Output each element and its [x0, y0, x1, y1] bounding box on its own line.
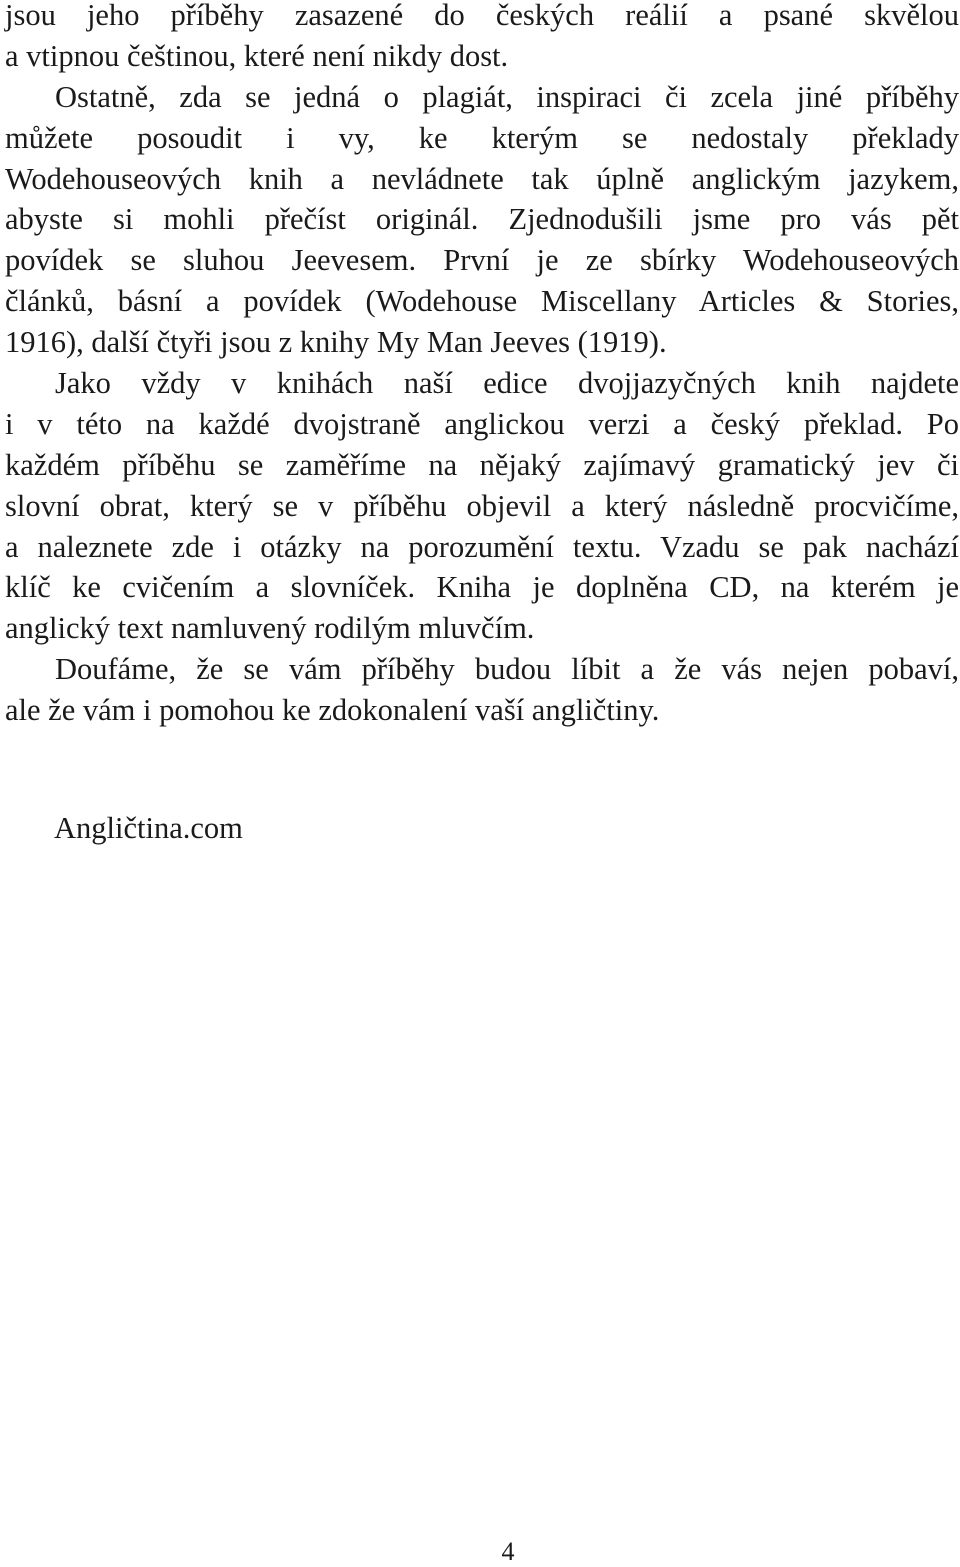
page-number: 4: [501, 1537, 515, 1566]
text-line: můžete posoudit i vy, ke kterým se nedostaly překlady: [5, 120, 959, 155]
text-line: Ostatně, zda se jedná o plagiát, inspiraci či zcela jiné příběhy: [55, 79, 959, 114]
text-line: abyste si mohli přečíst originál. Zjednodušili jsme pro vás pět: [5, 202, 959, 237]
text-line: jsou jeho příběhy zasazené do českých reálií a psané skvělou: [5, 0, 959, 32]
text-line: každém příběhu se zaměříme na nějaký zajímavý gramatický jev či: [5, 447, 959, 482]
text-line: slovní obrat, který se v příběhu objevil a který následně procvičíme,: [5, 488, 959, 523]
text-line: klíč ke cvičením a slovníček. Kniha je doplněna CD, na kterém je: [5, 570, 959, 605]
text-line: i v této na každé dvojstraně anglickou verzi a český překlad. Po: [5, 406, 959, 441]
text-line: článků, básní a povídek (Wodehouse Miscellany Articles & Stories,: [5, 284, 959, 319]
text-line: povídek se sluhou Jeevesem. První je ze sbírky Wodehouseových: [5, 243, 959, 278]
text-line: 1916), další čtyři jsou z knihy My Man Jeeves (1919).: [5, 325, 667, 360]
signature: Angličtina.com: [54, 811, 243, 845]
text-line: a vtipnou češtinou, které není nikdy dost.: [5, 38, 509, 73]
text-line: Wodehouseových knih a nevládnete tak úplně anglickým jazykem,: [5, 161, 959, 196]
body-text: [5, 0, 959, 731]
text-line: a naleznete zde i otázky na porozumění textu. Vzadu se pak nachází: [5, 529, 959, 564]
text-line: ale že vám i pomohou ke zdokonalení vaší angličtiny.: [5, 693, 660, 728]
text-line: Jako vždy v knihách naší edice dvojjazyčných knih najdete: [55, 366, 959, 401]
text-line: Doufáme, že se vám příběhy budou líbit a že vás nejen pobaví,: [55, 652, 959, 687]
text-line: anglický text namluvený rodilým mluvčím.: [5, 611, 535, 646]
